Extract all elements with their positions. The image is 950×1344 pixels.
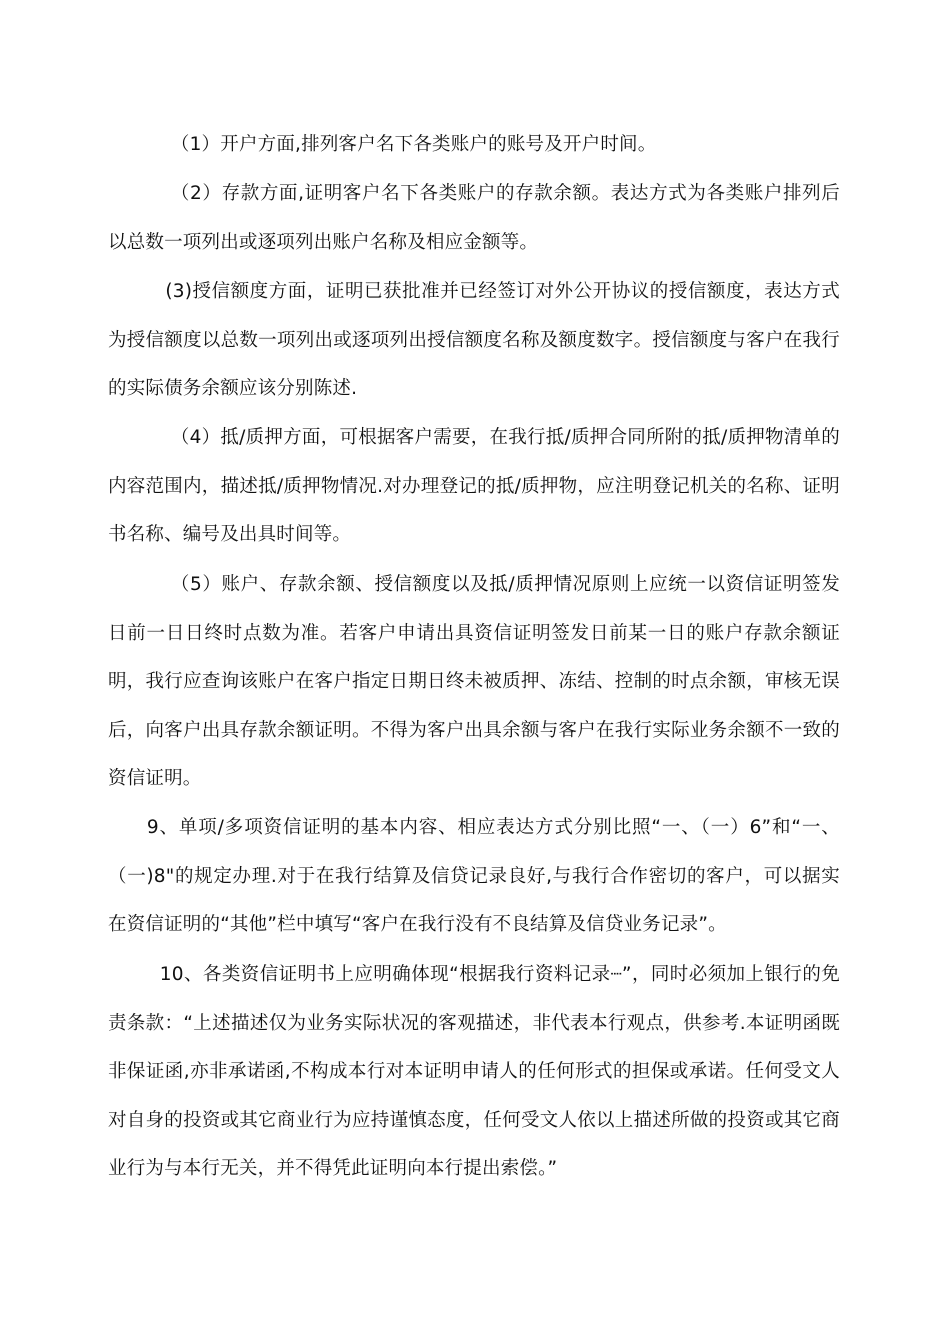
paragraph-balance-basis: （5）账户、存款余额、授信额度以及抵/质押情况原则上应统一以资信证明签发日前一日日终时点数为准。若客户申请出具资信证明签发日前某一日的账户存款余额证明，我行应查询该账户在客户指定日期日终未被质押、冻结、控制的时点余额，审核无误后，向客户出具存款余额证明。不得为客户出具余额与客户在我行实际业务余额不一致的资信证明。 [108, 574, 840, 790]
paragraph-credit-line: (3)授信额度方面，证明已获批准并已经签订对外公开协议的授信额度，表达方式为授信额度以总数一项列出或逐项列出授信额度名称及额度数字。授信额度与客户在我行的实际债务余额应该分别陈述. [108, 281, 840, 400]
paragraph-collateral: （4）抵/质押方面，可根据客户需要，在我行抵/质押合同所附的抵/质押物清单的内容范围内，描述抵/质押物情况.对办理登记的抵/质押物，应注明登记机关的名称、证明书名称、编号及出具时间等。 [108, 427, 840, 546]
paragraph-account-opening: （1）开户方面,排列客户名下各类账户的账号及开户时间。 [170, 134, 657, 155]
paragraph-deposit: （2）存款方面,证明客户名下各类账户的存款余额。表达方式为各类账户排列后以总数一项列出或逐项列出账户名称及相应金额等。 [108, 183, 840, 253]
paragraph-item-9: 9、单项/多项资信证明的基本内容、相应表达方式分别比照“一、（一）6”和“一、（一)8"的规定办理.对于在我行结算及信贷记录良好,与我行合作密切的客户，可以据实在资信证明的“其他”栏中填写“客户在我行没有不良结算及信贷业务记录”。 [108, 817, 840, 936]
paragraph-item-10: 10、各类资信证明书上应明确体现“根据我行资料记录┈”，同时必须加上银行的免责条款：“上述描述仅为业务实际状况的客观描述，非代表本行观点，供参考.本证明函既非保证函,亦非承诺函,不构成本行对本证明申请人的任何形式的担保或承诺。任何受文人对自身的投资或其它商业行为应持谨慎态度，任何受文人依以上描述所做的投资或其它商业行为与本行无关，并不得凭此证明向本行提出索偿。” [108, 964, 840, 1180]
